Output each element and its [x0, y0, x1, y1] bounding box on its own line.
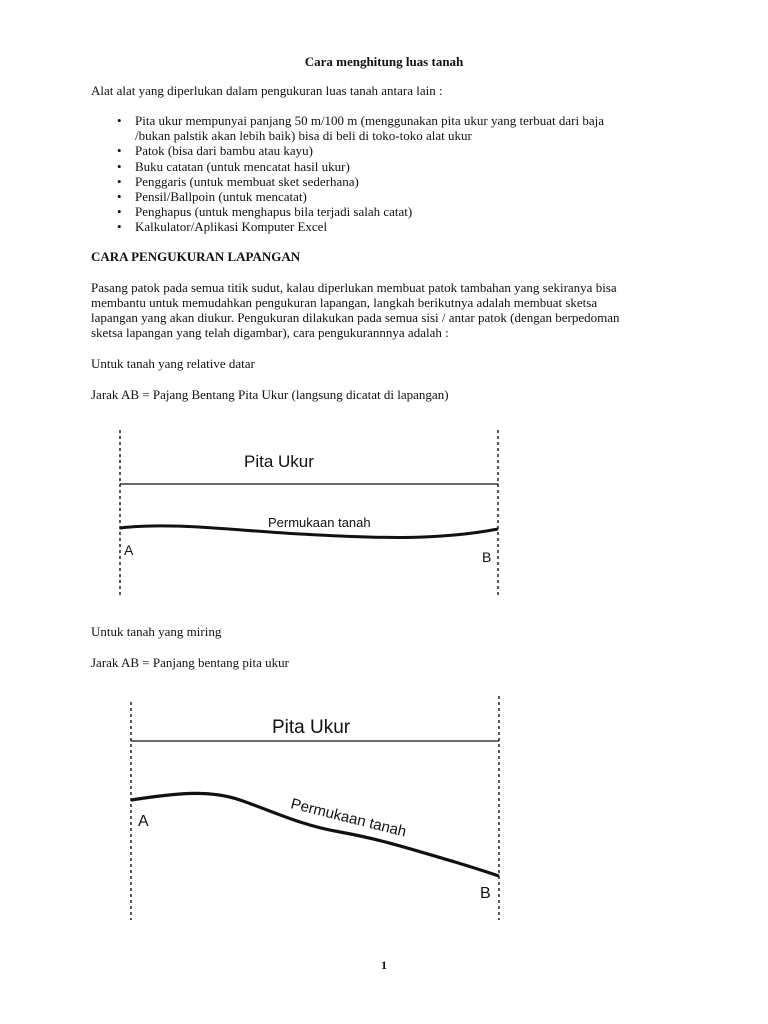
list-item: • Pita ukur mempunyai panjang 50 m/100 m (menggunakan pita ukur yang terbuat dari baja: [117, 113, 604, 128]
paragraph-line: membantu untuk memudahkan pengukuran lapangan, langkah berikutnya adalah membuat sketsa: [91, 295, 598, 310]
list-item-continuation: /bukan palstik akan lebih baik) bisa di beli di toko-toko alat ukur: [135, 128, 472, 144]
list-item: • Buku catatan (untuk mencatat hasil ukur): [117, 159, 604, 174]
paragraph-line: lapangan yang akan diukur. Pengukuran dilakukan pada semua sisi / antar patok (dengan berpedoman: [91, 310, 620, 325]
tape-label: Pita Ukur: [244, 452, 314, 471]
document-title: Cara menghitung luas tanah: [304, 54, 464, 69]
page-number: 1: [381, 958, 387, 972]
point-b-label: B: [480, 885, 491, 902]
paragraph-line: sketsa lapangan yang telah digambar), cara pengukurannnya adalah :: [91, 325, 449, 340]
section-heading: CARA PENGUKURAN LAPANGAN: [91, 249, 301, 264]
flat-caption: Untuk tanah yang relative datar: [91, 356, 255, 371]
intro-text: Alat alat yang diperlukan dalam pengukuran luas tanah antara lain :: [91, 83, 443, 98]
point-a-label: A: [124, 542, 134, 558]
list-item: • Pensil/Ballpoin (untuk mencatat): [117, 189, 604, 204]
list-item: • Penghapus (untuk menghapus bila terjadi salah catat): [117, 204, 604, 219]
flat-formula: Jarak AB = Pajang Bentang Pita Ukur (langsung dicatat di lapangan): [91, 387, 449, 402]
point-a-label: A: [138, 813, 149, 830]
ground-label: Permukaan tanah: [289, 795, 409, 841]
paragraph-line: Pasang patok pada semua titik sudut, kalau diperlukan membuat patok tambahan yang sekiranya bisa: [91, 280, 617, 295]
slope-formula: Jarak AB = Panjang bentang pita ukur: [91, 655, 289, 670]
list-item: • Kalkulator/Aplikasi Komputer Excel: [117, 219, 604, 234]
ground-label: Permukaan tanah: [268, 515, 371, 530]
tape-label: Pita Ukur: [272, 717, 351, 738]
point-b-label: B: [482, 549, 492, 565]
slope-caption: Untuk tanah yang miring: [91, 624, 222, 639]
list-item: • Patok (bisa dari bambu atau kayu): [117, 143, 604, 158]
list-item: • Penggaris (untuk membuat sket sederhana): [117, 174, 604, 189]
